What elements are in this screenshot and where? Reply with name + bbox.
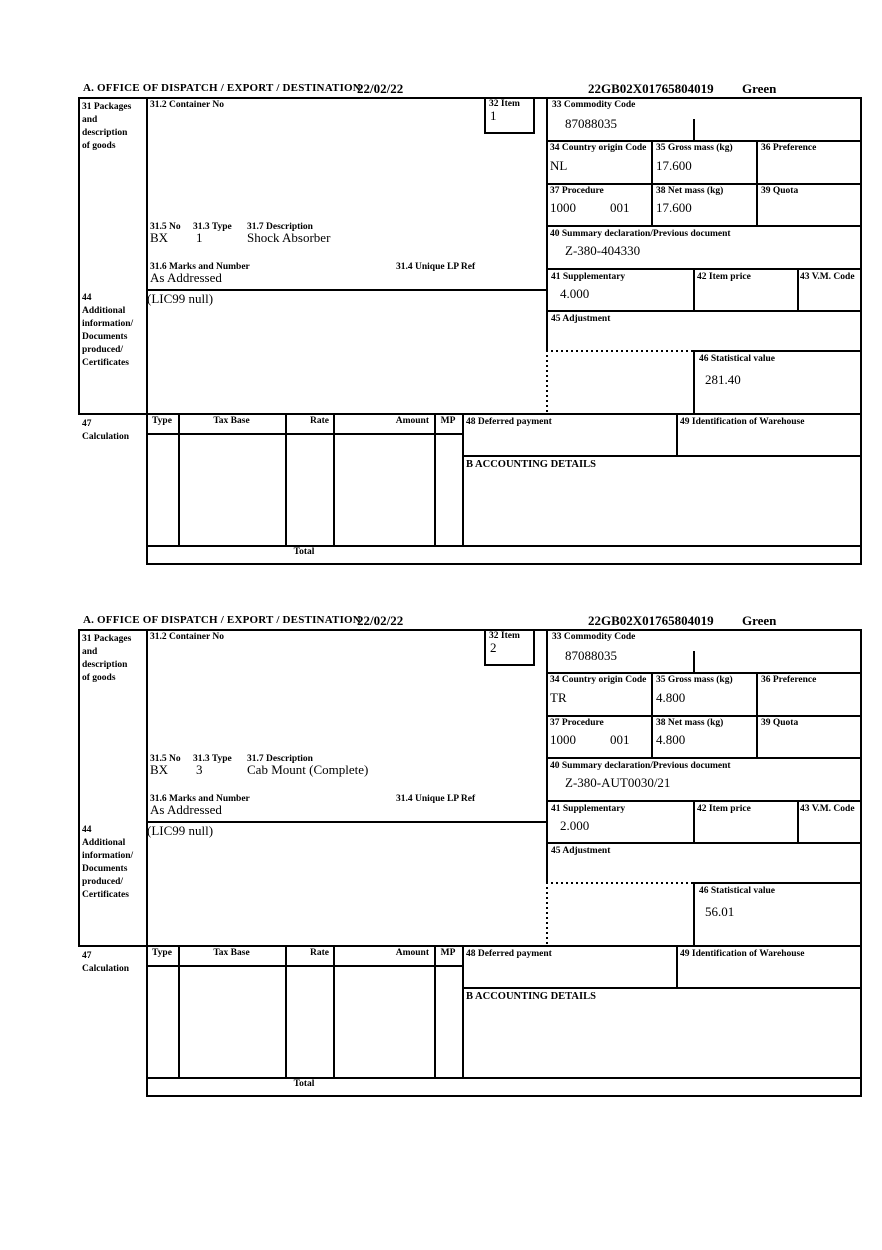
goods-description-value: Cab Mount (Complete)	[247, 762, 369, 777]
calc-col-amount: Amount	[395, 416, 429, 426]
calc-col-mp: MP	[440, 948, 456, 958]
grid-line	[146, 433, 464, 435]
procedure-value: 1000	[550, 200, 576, 215]
gross-mass-value: 4.800	[656, 690, 686, 705]
acceptance-date: 22/02/22	[357, 613, 404, 628]
grid-line	[462, 413, 464, 545]
grid-line	[546, 629, 548, 882]
package-no-value: BX	[150, 230, 169, 245]
grid-line	[78, 629, 80, 945]
grid-line	[546, 97, 548, 350]
commodity-code-label: 33 Commodity Code	[552, 632, 636, 642]
statistical-value: 56.01	[705, 904, 735, 919]
goods-description-label: 31.7 Description	[247, 754, 313, 764]
commodity-code-label: 33 Commodity Code	[552, 100, 636, 110]
grid-line	[546, 310, 862, 312]
packages-description-label: 31 Packages and description of goods	[82, 634, 132, 683]
calc-total-label: Total	[293, 547, 315, 557]
additional-information-label: 44 Additional information/ Documents produced/ Certificates	[82, 293, 134, 368]
calc-col-tax-base: Tax Base	[213, 416, 250, 426]
procedure-value: 1000	[550, 732, 576, 747]
calc-total-label: Total	[293, 1079, 315, 1089]
deferred-payment-label: 48 Deferred payment	[466, 417, 552, 427]
grid-line	[146, 563, 862, 565]
dotted-line	[546, 350, 548, 413]
quota-label: 39 Quota	[761, 186, 799, 196]
grid-line	[434, 413, 436, 545]
grid-line	[146, 1095, 862, 1097]
grid-line	[146, 965, 464, 967]
grid-line	[693, 268, 695, 310]
office-of-dispatch-title: A. OFFICE OF DISPATCH / EXPORT / DESTINATION	[83, 614, 361, 626]
grid-line	[546, 715, 862, 717]
goods-description-label: 31.7 Description	[247, 222, 313, 232]
grid-line	[546, 800, 862, 802]
item-number-box	[484, 629, 535, 666]
preference-label: 36 Preference	[761, 143, 817, 153]
grid-line	[546, 268, 862, 270]
grid-line	[78, 629, 862, 631]
supplementary-label: 41 Supplementary	[551, 804, 626, 814]
calc-col-amount: Amount	[395, 948, 429, 958]
container-no-label: 31.2 Container No	[150, 100, 224, 110]
declaration-item-section	[0, 81, 882, 581]
calc-col-mp: MP	[440, 416, 456, 426]
package-no-label: 31.5 No	[150, 222, 181, 232]
additional-information-value: (LIC99 null)	[147, 291, 214, 306]
unique-lp-ref-label: 31.4 Unique LP Ref	[396, 794, 476, 804]
net-mass-label: 38 Net mass (kg)	[656, 718, 724, 728]
grid-line	[146, 629, 148, 1097]
procedure-label: 37 Procedure	[550, 186, 604, 196]
quota-label: 39 Quota	[761, 718, 799, 728]
dotted-line	[546, 882, 548, 945]
goods-description-value: Shock Absorber	[247, 230, 331, 245]
calc-col-rate: Rate	[310, 948, 329, 958]
statistical-value-label: 46 Statistical value	[699, 886, 775, 896]
unique-lp-ref-label: 31.4 Unique LP Ref	[396, 262, 476, 272]
supplementary-label: 41 Supplementary	[551, 272, 626, 282]
grid-line	[462, 987, 862, 989]
routing-status: Green	[742, 613, 777, 628]
calc-col-type: Type	[152, 948, 172, 958]
grid-line	[285, 413, 287, 545]
gross-mass-label: 35 Gross mass (kg)	[656, 675, 733, 685]
calculation-label: 47 Calculation	[82, 951, 129, 974]
grid-line	[756, 140, 758, 225]
previous-document-value: Z-380-404330	[565, 243, 641, 258]
item-price-label: 42 Item price	[697, 272, 751, 282]
grid-line	[860, 629, 862, 1097]
grid-line	[78, 97, 80, 413]
grid-line	[78, 945, 862, 947]
additional-information-label: 44 Additional information/ Documents produced/ Certificates	[82, 825, 134, 900]
movement-reference-number: 22GB02X01765804019	[588, 81, 714, 96]
dotted-line	[546, 882, 693, 884]
net-mass-value: 4.800	[656, 732, 686, 747]
office-of-dispatch-title: A. OFFICE OF DISPATCH / EXPORT / DESTINATION	[83, 82, 361, 94]
grid-line	[78, 413, 862, 415]
movement-reference-number: 22GB02X01765804019	[588, 613, 714, 628]
commodity-code-value: 87088035	[565, 116, 617, 131]
grid-line	[178, 945, 180, 1077]
grid-line	[693, 800, 695, 842]
calculation-label: 47 Calculation	[82, 419, 129, 442]
procedure-additional-value: 001	[610, 200, 630, 215]
package-type-label: 31.3 Type	[193, 754, 232, 764]
marks-number-value: As Addressed	[150, 802, 222, 817]
declaration-item-section	[0, 613, 882, 1113]
grid-line	[651, 672, 653, 757]
grid-line	[78, 97, 862, 99]
grid-line	[333, 945, 335, 1077]
item-number-label: 32 Item	[489, 99, 520, 109]
grid-line	[756, 672, 758, 757]
net-mass-value: 17.600	[656, 200, 692, 215]
routing-status: Green	[742, 81, 777, 96]
grid-line	[797, 800, 799, 842]
grid-line	[693, 882, 862, 884]
additional-information-value: (LIC99 null)	[147, 823, 214, 838]
grid-line	[546, 757, 862, 759]
country-origin-value: NL	[550, 158, 568, 173]
packages-description-label: 31 Packages and description of goods	[82, 102, 132, 151]
vm-code-label: 43 V.M. Code	[800, 804, 855, 814]
grid-line	[546, 842, 862, 844]
grid-line	[651, 140, 653, 225]
statistical-value-label: 46 Statistical value	[699, 354, 775, 364]
procedure-additional-value: 001	[610, 732, 630, 747]
previous-document-value: Z-380-AUT0030/21	[565, 775, 671, 790]
package-type-label: 31.3 Type	[193, 222, 232, 232]
accounting-details-label: B ACCOUNTING DETAILS	[466, 459, 596, 470]
grid-line	[178, 413, 180, 545]
item-price-label: 42 Item price	[697, 804, 751, 814]
calc-col-tax-base: Tax Base	[213, 948, 250, 958]
item-number-value: 2	[490, 640, 497, 655]
package-type-value: 1	[196, 230, 203, 245]
country-origin-label: 34 Country origin Code	[550, 675, 647, 685]
deferred-payment-label: 48 Deferred payment	[466, 949, 552, 959]
acceptance-date: 22/02/22	[357, 81, 404, 96]
country-origin-label: 34 Country origin Code	[550, 143, 647, 153]
item-number-box	[484, 97, 535, 134]
grid-line	[285, 945, 287, 1077]
warehouse-id-label: 49 Identification of Warehouse	[680, 949, 805, 959]
grid-line	[546, 140, 862, 142]
grid-line	[693, 350, 862, 352]
marks-number-value: As Addressed	[150, 270, 222, 285]
package-no-value: BX	[150, 762, 169, 777]
grid-line	[676, 945, 678, 987]
grid-line	[693, 350, 695, 413]
item-number-label: 32 Item	[489, 631, 520, 641]
previous-document-label: 40 Summary declaration/Previous document	[550, 761, 731, 771]
previous-document-label: 40 Summary declaration/Previous document	[550, 229, 731, 239]
grid-line	[462, 945, 464, 1077]
commodity-code-divider	[693, 651, 695, 672]
country-origin-value: TR	[550, 690, 567, 705]
statistical-value: 281.40	[705, 372, 741, 387]
grid-line	[546, 225, 862, 227]
adjustment-label: 45 Adjustment	[551, 314, 611, 324]
package-no-label: 31.5 No	[150, 754, 181, 764]
grid-line	[546, 183, 862, 185]
grid-line	[434, 945, 436, 1077]
adjustment-label: 45 Adjustment	[551, 846, 611, 856]
gross-mass-label: 35 Gross mass (kg)	[656, 143, 733, 153]
calc-col-rate: Rate	[310, 416, 329, 426]
marks-number-label: 31.6 Marks and Number	[150, 262, 250, 272]
marks-number-label: 31.6 Marks and Number	[150, 794, 250, 804]
grid-line	[676, 413, 678, 455]
vm-code-label: 43 V.M. Code	[800, 272, 855, 282]
grid-line	[462, 455, 862, 457]
grid-line	[146, 97, 148, 565]
dotted-line	[546, 350, 693, 352]
accounting-details-label: B ACCOUNTING DETAILS	[466, 991, 596, 1002]
grid-line	[797, 268, 799, 310]
calc-col-type: Type	[152, 416, 172, 426]
grid-line	[546, 672, 862, 674]
grid-line	[693, 882, 695, 945]
warehouse-id-label: 49 Identification of Warehouse	[680, 417, 805, 427]
supplementary-value: 2.000	[560, 818, 590, 833]
package-type-value: 3	[196, 762, 203, 777]
gross-mass-value: 17.600	[656, 158, 692, 173]
grid-line	[333, 413, 335, 545]
preference-label: 36 Preference	[761, 675, 817, 685]
supplementary-value: 4.000	[560, 286, 590, 301]
commodity-code-divider	[693, 119, 695, 140]
net-mass-label: 38 Net mass (kg)	[656, 186, 724, 196]
grid-line	[860, 97, 862, 565]
item-number-value: 1	[490, 108, 497, 123]
commodity-code-value: 87088035	[565, 648, 617, 663]
container-no-label: 31.2 Container No	[150, 632, 224, 642]
procedure-label: 37 Procedure	[550, 718, 604, 728]
